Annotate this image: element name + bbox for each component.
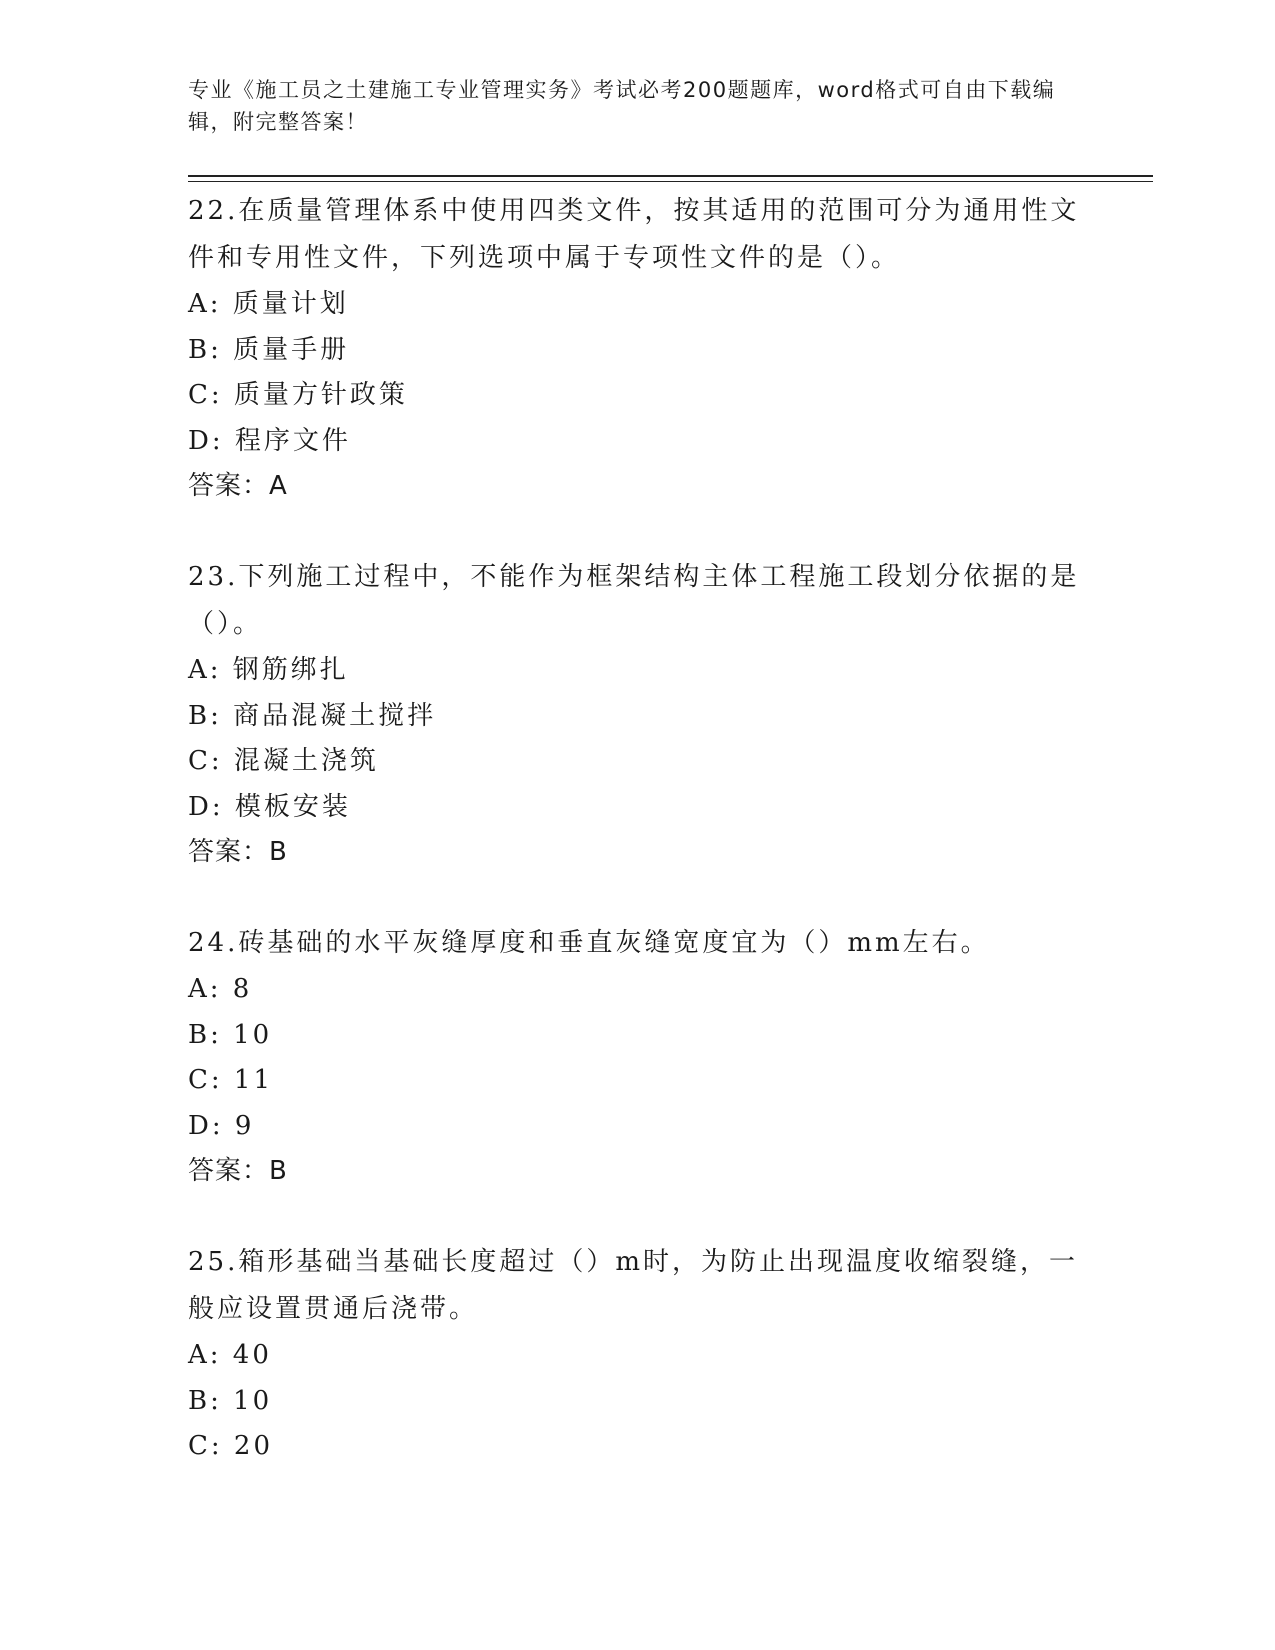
option-c: C: 质量方针政策 — [188, 380, 408, 410]
question-text: 25.箱形基础当基础长度超过（）m时，为防止出现温度收缩裂缝，一般应设置贯通后浇带。 — [188, 1247, 1079, 1324]
question-22 — [188, 188, 1088, 509]
option-c: C: 混凝土浇筑 — [188, 746, 379, 776]
question-text: 24.砖基础的水平灰缝厚度和垂直灰缝宽度宜为（）mm左右。 — [188, 928, 990, 958]
question-list — [188, 188, 1088, 1515]
header-divider-thick — [188, 175, 1153, 177]
option-a: A: 8 — [188, 974, 253, 1004]
answer-line: 答案：B — [188, 1156, 288, 1186]
option-b: B: 10 — [188, 1019, 273, 1050]
option-a: A: 钢筋绑扎 — [188, 655, 349, 685]
answer-line: 答案：A — [188, 471, 288, 501]
option-b: B: 质量手册 — [188, 334, 350, 365]
option-a: A: 质量计划 — [188, 289, 349, 319]
question-text: 22.在质量管理体系中使用四类文件，按其适用的范围可分为通用性文件和专用性文件，下列选项中属于专项性文件的是（）。 — [188, 196, 1080, 273]
option-b: B: 10 — [188, 1385, 273, 1416]
option-c: C: 20 — [188, 1431, 274, 1461]
option-d: D: 模板安装 — [188, 791, 351, 822]
option-a: A: 40 — [188, 1340, 272, 1370]
question-24 — [188, 920, 1088, 1194]
option-d: D: 9 — [188, 1110, 255, 1141]
document-header: 专业《施工员之土建施工专业管理实务》考试必考200题题库，word格式可自由下载编辑，附完整答案！ — [188, 78, 1056, 134]
question-23 — [188, 554, 1088, 875]
option-d: D: 程序文件 — [188, 425, 351, 456]
question-text: 23.下列施工过程中，不能作为框架结构主体工程施工段划分依据的是（）。 — [188, 562, 1080, 639]
answer-line: 答案：B — [188, 837, 288, 867]
option-c: C: 11 — [188, 1065, 274, 1095]
option-b: B: 商品混凝土搅拌 — [188, 700, 437, 731]
question-25 — [188, 1239, 1088, 1470]
header-divider-thin — [188, 181, 1153, 182]
